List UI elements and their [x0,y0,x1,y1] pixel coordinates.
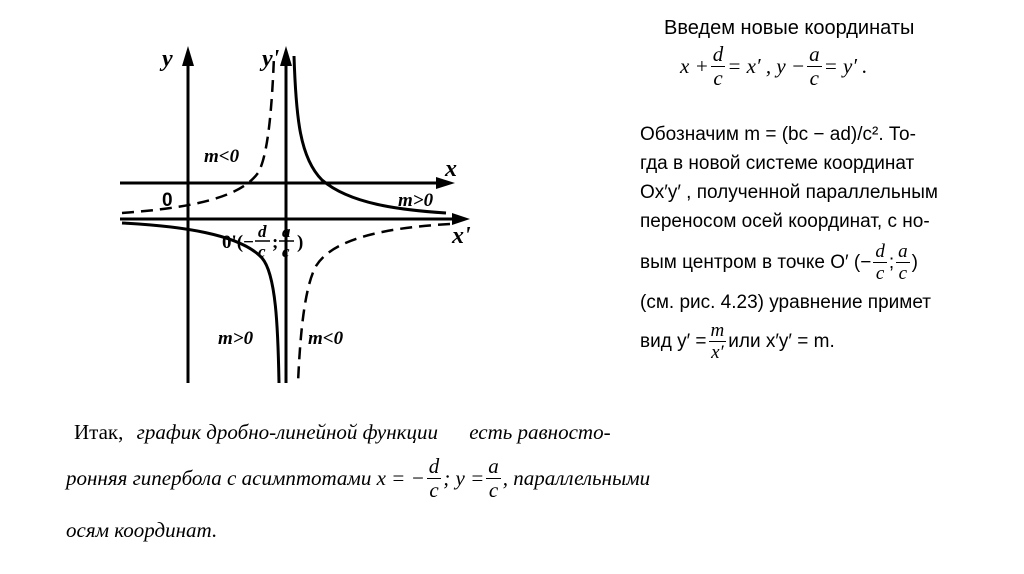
svg-text:c: c [282,242,290,261]
svg-text:): ) [297,232,304,253]
conclusion-line-1: Итак, график дробно-линейной функции есть равносто- [74,420,611,444]
branch-m-neg-upper [122,56,274,213]
svg-text:0'(−: 0'(− [222,232,254,253]
hyperbola-figure [100,38,490,388]
coordinate-equation: x + $\frac{d}{c}$ = x′ , y − $\frac{a}{c}$ = y′ . [680,42,868,90]
x-axis-label: x [445,156,457,182]
y-axis-arrow [182,46,194,66]
y-prime-axis-arrow [280,46,292,66]
label-m-pos-right: m>0 [398,190,434,211]
para-line-4: переносом осей координат, с но- [640,211,930,232]
svg-text:d: d [258,222,267,241]
label-m-neg-bottom: m<0 [308,328,344,349]
intro-line: Введем новые координаты [664,17,915,39]
para-line-7: вид y′ = $\frac{m}{x'}$ или x′y′ = m. [640,319,835,363]
x-prime-axis-label: x' [452,223,471,249]
svg-text:a: a [282,222,291,241]
y-prime-axis-label: y' [262,46,280,72]
para-line-2: гда в новой системе координат [640,153,915,174]
label-m-pos-bottom: m>0 [218,328,254,349]
branch-m-pos-lower [122,223,279,383]
conclusion-line-3: осям координат. [66,518,218,542]
svg-text:c: c [258,242,266,261]
para-line-1: Обозначим m = (bc − ad)/c². То- [640,124,916,145]
para-line-3: Ox′y′ , полученной параллельным [640,182,938,203]
branch-m-neg-lower [298,224,450,383]
para-line-5: вым центром в точке O′ (− $\frac{d}{c}$ ; $\frac{a}{c}$ ) [640,240,918,284]
origin-label: 0 [162,190,173,211]
notation-paragraph [640,120,980,365]
new-origin-label [222,222,303,261]
para-line-6: (см. рис. 4.23) уравнение примет [640,292,931,313]
svg-text:;: ; [272,232,279,253]
conclusion-line-2: ронняя гипербола с асимптотами x = − $\frac{d}{c}$ ; y = $\frac{a}{c}$ , параллельными [66,454,651,502]
label-m-neg-top: m<0 [204,146,240,167]
y-axis-label: y [162,46,173,72]
